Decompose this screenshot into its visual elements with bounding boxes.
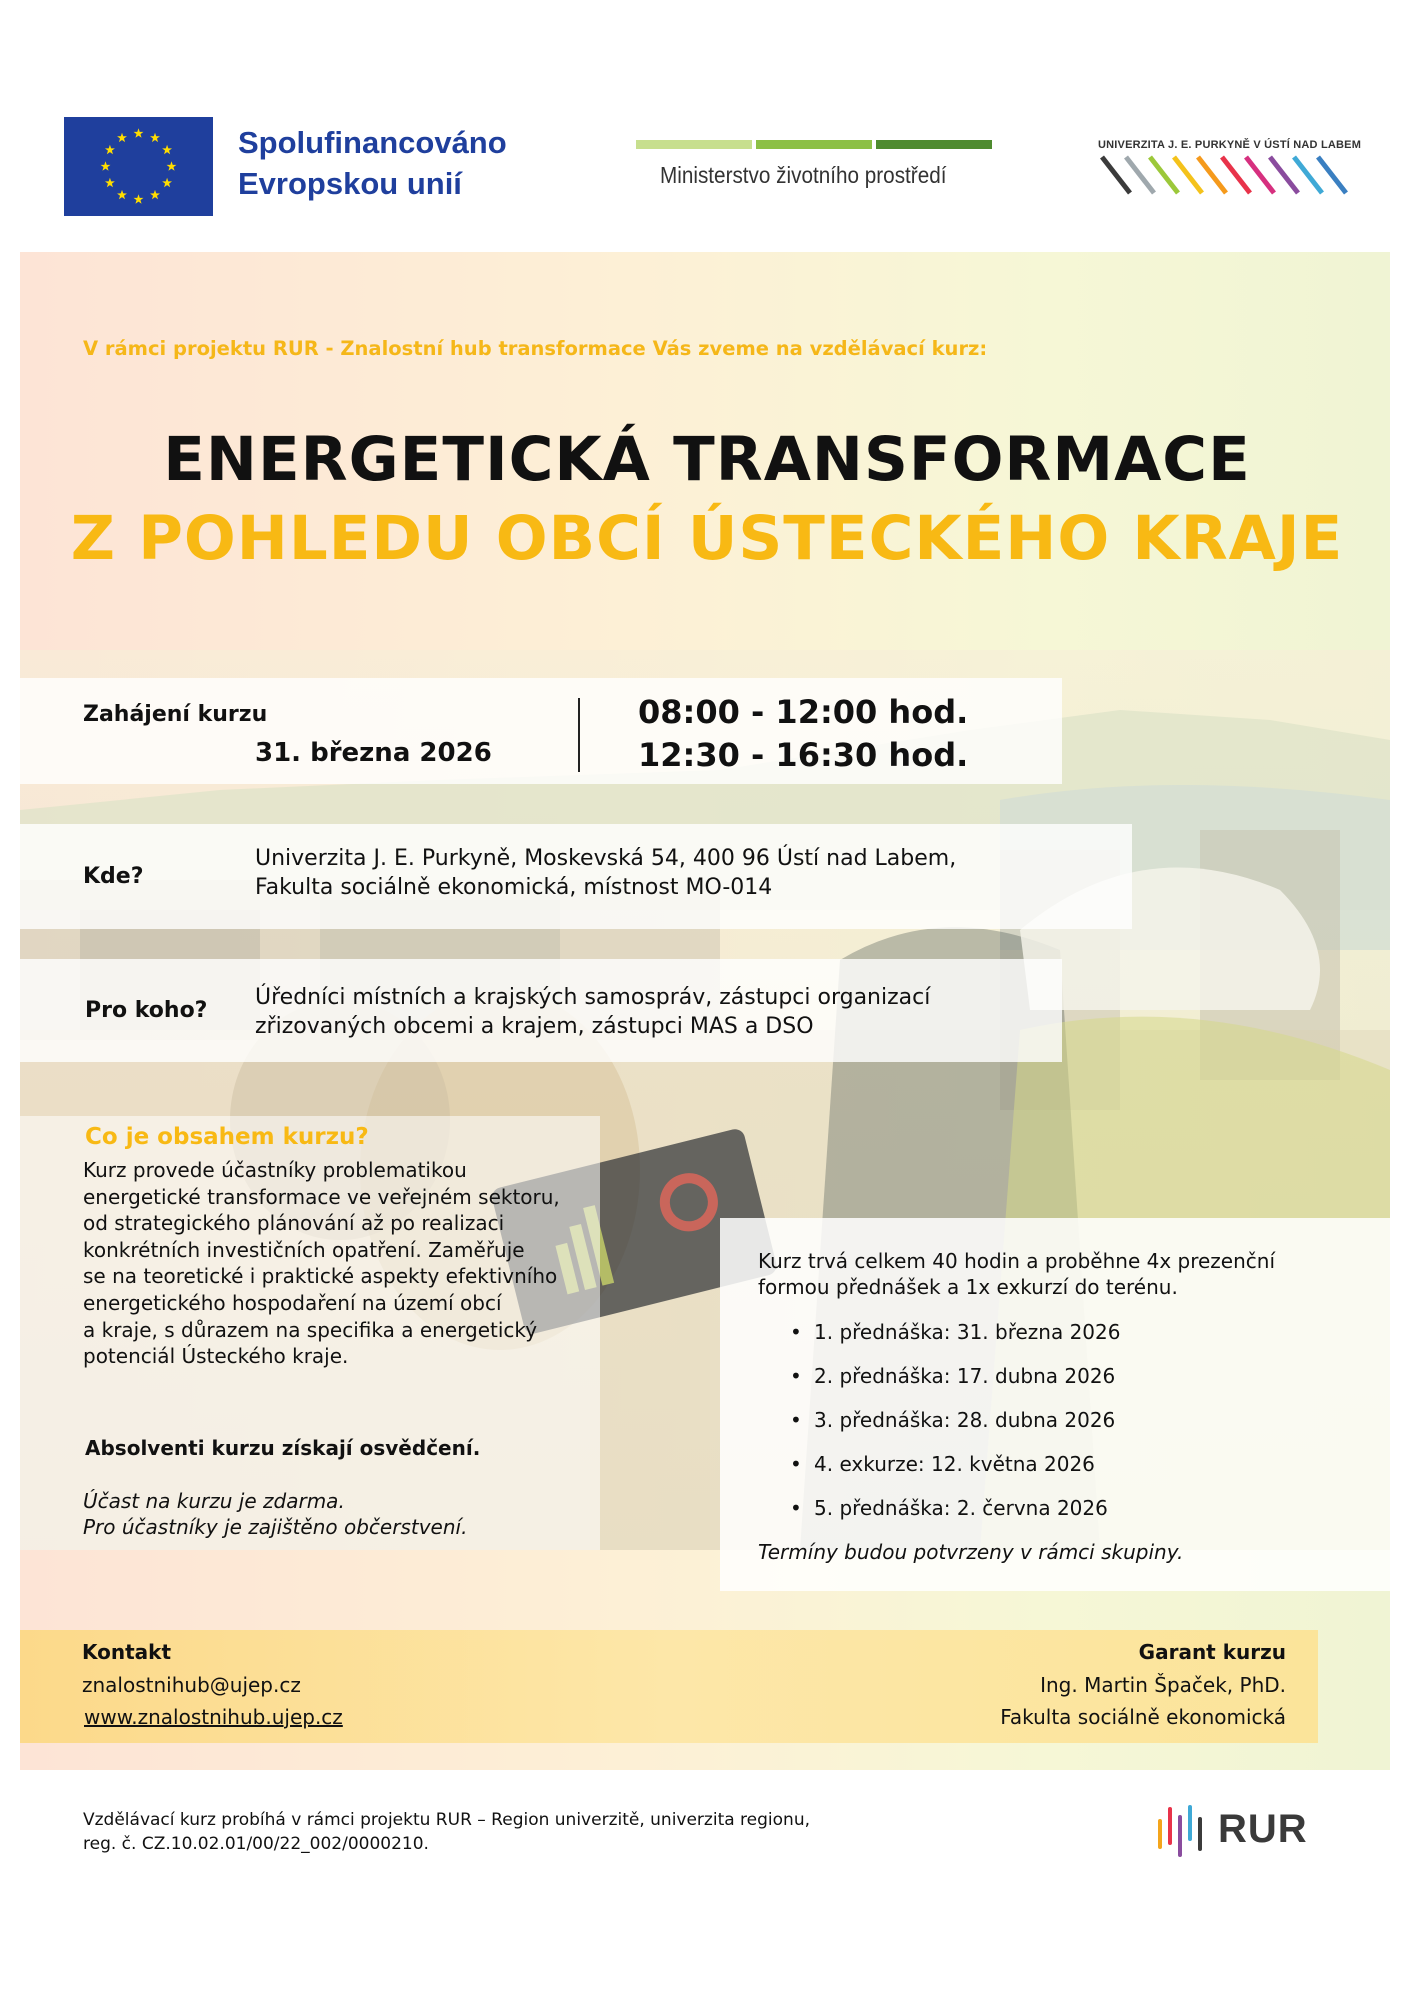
eu-stars-icon [64, 117, 213, 216]
where-label: Kde? [83, 864, 144, 889]
ministry-logo-bars [636, 140, 992, 149]
rur-logo-bars-icon [1152, 1803, 1212, 1859]
eu-star-icon [134, 128, 144, 137]
title-line-2: Z POHLEDU OBCÍ ÚSTECKÉHO KRAJE [70, 503, 1344, 574]
schedule-item: • 2. přednáška: 17. dubna 2026 [784, 1362, 1120, 1406]
schedule-intro [758, 1248, 1348, 1300]
content-line: potenciál Ústeckého kraje. [83, 1344, 349, 1369]
schedule-item: • 4. exkurze: 12. května 2026 [784, 1450, 1120, 1494]
eu-star-icon [134, 194, 144, 203]
eu-star-icon [162, 145, 172, 154]
eu-star-icon [105, 178, 115, 187]
eu-label-line-2: Evropskou unií [238, 166, 462, 201]
footer-line-1: Vzdělávací kurz probíhá v rámci projektu RUR – Region univerzitě, univerzita regionu, [83, 1810, 810, 1830]
time-slot-2: 12:30 - 16:30 hod. [638, 736, 969, 774]
schedule-item: • 3. přednáška: 28. dubna 2026 [784, 1406, 1120, 1450]
title-line-1: ENERGETICKÁ TRANSFORMACE [163, 424, 1251, 495]
eu-star-icon [117, 133, 127, 142]
eu-star-icon [150, 190, 160, 199]
footer-line-2: reg. č. CZ.10.02.01/00/22_002/0000210. [83, 1834, 429, 1854]
contact-website-link[interactable]: www.znalostnihub.ujep.cz [84, 1705, 343, 1729]
content-line: se na teoretické i praktické aspekty efektivního [83, 1264, 558, 1289]
audience-label: Pro koho? [85, 998, 208, 1023]
refreshment-note: Pro účastníky je zajištěno občerstvení. [83, 1515, 468, 1539]
rur-logo-text: RUR [1218, 1807, 1308, 1851]
guarantor-label: Garant kurzu [1138, 1640, 1286, 1664]
content-line: a kraje, s důrazem na specifika a energetický [83, 1317, 538, 1342]
eu-star-icon [105, 145, 115, 154]
content-description [83, 1157, 603, 1370]
eu-flag-logo [64, 117, 213, 216]
ministry-name: Ministerstvo životního prostředí [660, 162, 947, 188]
contact-email-link[interactable]: znalostnihub@ujep.cz [82, 1673, 301, 1697]
eu-star-icon [162, 178, 172, 187]
free-participation-note: Účast na kurzu je zdarma. [83, 1489, 345, 1513]
guarantor-name: Ing. Martin Špaček, PhD. [1040, 1673, 1286, 1697]
guarantor-faculty: Fakulta sociálně ekonomická [1000, 1705, 1286, 1729]
content-line: Kurz provede účastníky problematikou [83, 1158, 467, 1182]
contact-label: Kontakt [82, 1640, 172, 1664]
audience-line-2: zřizovaných obcemi a krajem, zástupci MAS a DSO [255, 1014, 814, 1039]
content-heading: Co je obsahem kurzu? [85, 1124, 369, 1150]
schedule-list [784, 1318, 1120, 1538]
certificate-note: Absolventi kurzu získají osvědčení. [85, 1436, 481, 1460]
university-name: UNIVERZITA J. E. PURKYNĚ V ÚSTÍ NAD LABEM [1098, 139, 1362, 151]
start-label: Zahájení kurzu [83, 702, 268, 727]
eu-label-line-1: Spolufinancováno [238, 125, 507, 160]
start-divider [578, 698, 580, 772]
audience-line-1: Úředníci místních a krajských samospráv, zástupci organizací [255, 985, 931, 1010]
content-line: konkrétních investičních opatření. Zaměřuje [83, 1237, 525, 1262]
content-line: energetické transformace ve veřejném sektoru, [83, 1184, 560, 1209]
schedule-item: • 1. přednáška: 31. března 2026 [784, 1318, 1120, 1362]
eu-star-icon [101, 161, 111, 170]
content-line: energetického hospodaření na území obcí [83, 1290, 502, 1315]
where-address-line-1: Univerzita J. E. Purkyně, Moskevská 54, 400 96 Ústí nad Labem, [255, 846, 957, 871]
start-date: 31. března 2026 [255, 738, 492, 768]
time-slot-1: 08:00 - 12:00 hod. [638, 693, 969, 731]
schedule-intro-line-2: formou přednášek a 1x exkurzí do terénu. [758, 1275, 1178, 1299]
intro-text: V rámci projektu RUR - Znalostní hub transformace Vás zveme na vzdělávací kurz: [83, 337, 988, 360]
content-line: od strategického plánování až po realizaci [83, 1211, 505, 1236]
eu-star-icon [167, 161, 177, 170]
schedule-intro-line-1: Kurz trvá celkem 40 hodin a proběhne 4x prezenční [758, 1249, 1276, 1273]
university-stripes-logo [1100, 155, 1350, 197]
eu-star-icon [150, 133, 160, 142]
schedule-note: Termíny budou potvrzeny v rámci skupiny. [758, 1540, 1184, 1564]
eu-cofinancing-label [238, 122, 507, 204]
eu-star-icon [117, 190, 127, 199]
schedule-item: • 5. přednáška: 2. června 2026 [784, 1494, 1120, 1538]
where-address-line-2: Fakulta sociálně ekonomická, místnost MO-014 [255, 875, 773, 900]
